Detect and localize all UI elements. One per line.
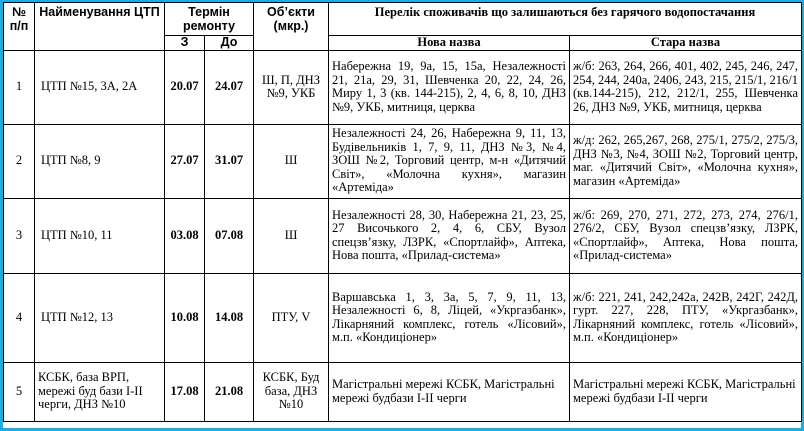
repair-schedule-table (3, 2, 802, 422)
table-row (4, 362, 802, 421)
row-new-name: Магістральні мережі КСБК, Магістральні мережі будбази І-ІІ черги (329, 362, 570, 421)
row-old-name: Магістральні мережі КСБК, Магістральні мережі будбази І-ІІ черги (570, 362, 802, 421)
row-date-to: 14.08 (205, 273, 254, 362)
row-date-from: 03.08 (165, 198, 205, 273)
row-objects: Ш (254, 124, 329, 198)
row-ctp-name: ЦТП №10, 11 (35, 198, 165, 273)
row-new-name: Варшавська 1, 3, 3а, 5, 7, 9, 11, 13, Незалежності 6, 8, Ліцей, «Укргазбанк», Лікарняний комплекс, готель «Лісовий», м.п. «Кондиціонер» (329, 273, 570, 362)
row-new-name: Незалежності 24, 26, Набережна 9, 11, 13, Будівельників 1, 7, 9, 11, ДНЗ №3, №4, ЗОШ №2, Торговий центр, м-н «Дитячий Світ», «Молочна кухня», магазин «Артеміда» (329, 124, 570, 198)
header-to: До (205, 36, 254, 51)
header-old-name: Стара назва (570, 36, 802, 51)
row-num: 4 (4, 273, 35, 362)
row-old-name: ж/д: 262, 265,267, 268, 275/1, 275/2, 275/3, ДНЗ №3, №4, ЗОШ №2, Торговий центр, маг. «Дитячий Світ», «Молочна кухня», магазин «Артеміда» (570, 124, 802, 198)
row-date-from: 27.07 (165, 124, 205, 198)
row-num: 3 (4, 198, 35, 273)
row-ctp-name: ЦТП №12, 13 (35, 273, 165, 362)
row-date-to: 07.08 (205, 198, 254, 273)
row-objects: КСБК, Буд база, ДНЗ №10 (254, 362, 329, 421)
row-num: 5 (4, 362, 35, 421)
row-num: 2 (4, 124, 35, 198)
table-row (4, 50, 802, 124)
header-name: Найменування ЦТП (35, 3, 165, 51)
row-date-to: 21.08 (205, 362, 254, 421)
header-new-name: Нова назва (329, 36, 570, 51)
row-old-name: ж/б: 221, 241, 242,242а, 242В, 242Г, 242Д, гурт. 227, 228, ПТУ, «Укргазбанк», Лікарняний комплекс, готель «Лісовий», м.п. «Кондиціонер» (570, 273, 802, 362)
table-row (4, 124, 802, 198)
row-ctp-name: ЦТП №8, 9 (35, 124, 165, 198)
row-old-name: ж/б: 263, 264, 266, 401, 402, 245, 246, 247, 254, 244, 240а, 2406, 243, 215, 215/1, 216/1 (кв.144-215), 212, 212/1, 255, Шевченка 26, ДНЗ №9, УКБ, митниця, церква (570, 50, 802, 124)
row-ctp-name: КСБК, база ВРП, мережі буд бази І-ІІ черги, ДНЗ №10 (35, 362, 165, 421)
row-ctp-name: ЦТП №15, 3А, 2А (35, 50, 165, 124)
header-from: З (165, 36, 205, 51)
row-date-to: 31.07 (205, 124, 254, 198)
row-new-name: Набережна 19, 9а, 15, 15а, Незалежності 21, 21а, 29, 31, Шевченка 20, 22, 24, 26, Миру 1, 3 (кв. 144-215), 2, 4, 6, 8, 10, ДНЗ №9, УКБ, митниця, церква (329, 50, 570, 124)
row-date-from: 20.07 (165, 50, 205, 124)
table-row (4, 273, 802, 362)
header-consumers: Перелік споживачів що залишаються без гарячого водопостачання (329, 3, 802, 36)
row-new-name: Незалежності 28, 30, Набережна 21, 23, 25, 27 Височького 2, 4, 6, СБУ, Вузол спецзв’язку, ЛЗРК, «Спортлайф», Аптека, Нова пошта, «Прилад-система» (329, 198, 570, 273)
row-objects: Ш, П, ДНЗ №9, УКБ (254, 50, 329, 124)
row-objects: ПТУ, V (254, 273, 329, 362)
header-term: Термін ремонту (165, 3, 254, 36)
row-date-from: 17.08 (165, 362, 205, 421)
row-objects: Ш (254, 198, 329, 273)
header-num: № п/п (4, 3, 35, 51)
row-date-to: 24.07 (205, 50, 254, 124)
row-num: 1 (4, 50, 35, 124)
header-objects: Об’єкти (мкр.) (254, 3, 329, 51)
row-old-name: ж/б: 269, 270, 271, 272, 273, 274, 276/1, 276/2, СБУ, Вузол спецзв’язку, ЛЗРК, «Спортлайф», Аптека, Нова пошта, «Прилад-система» (570, 198, 802, 273)
table-row (4, 198, 802, 273)
row-date-from: 10.08 (165, 273, 205, 362)
